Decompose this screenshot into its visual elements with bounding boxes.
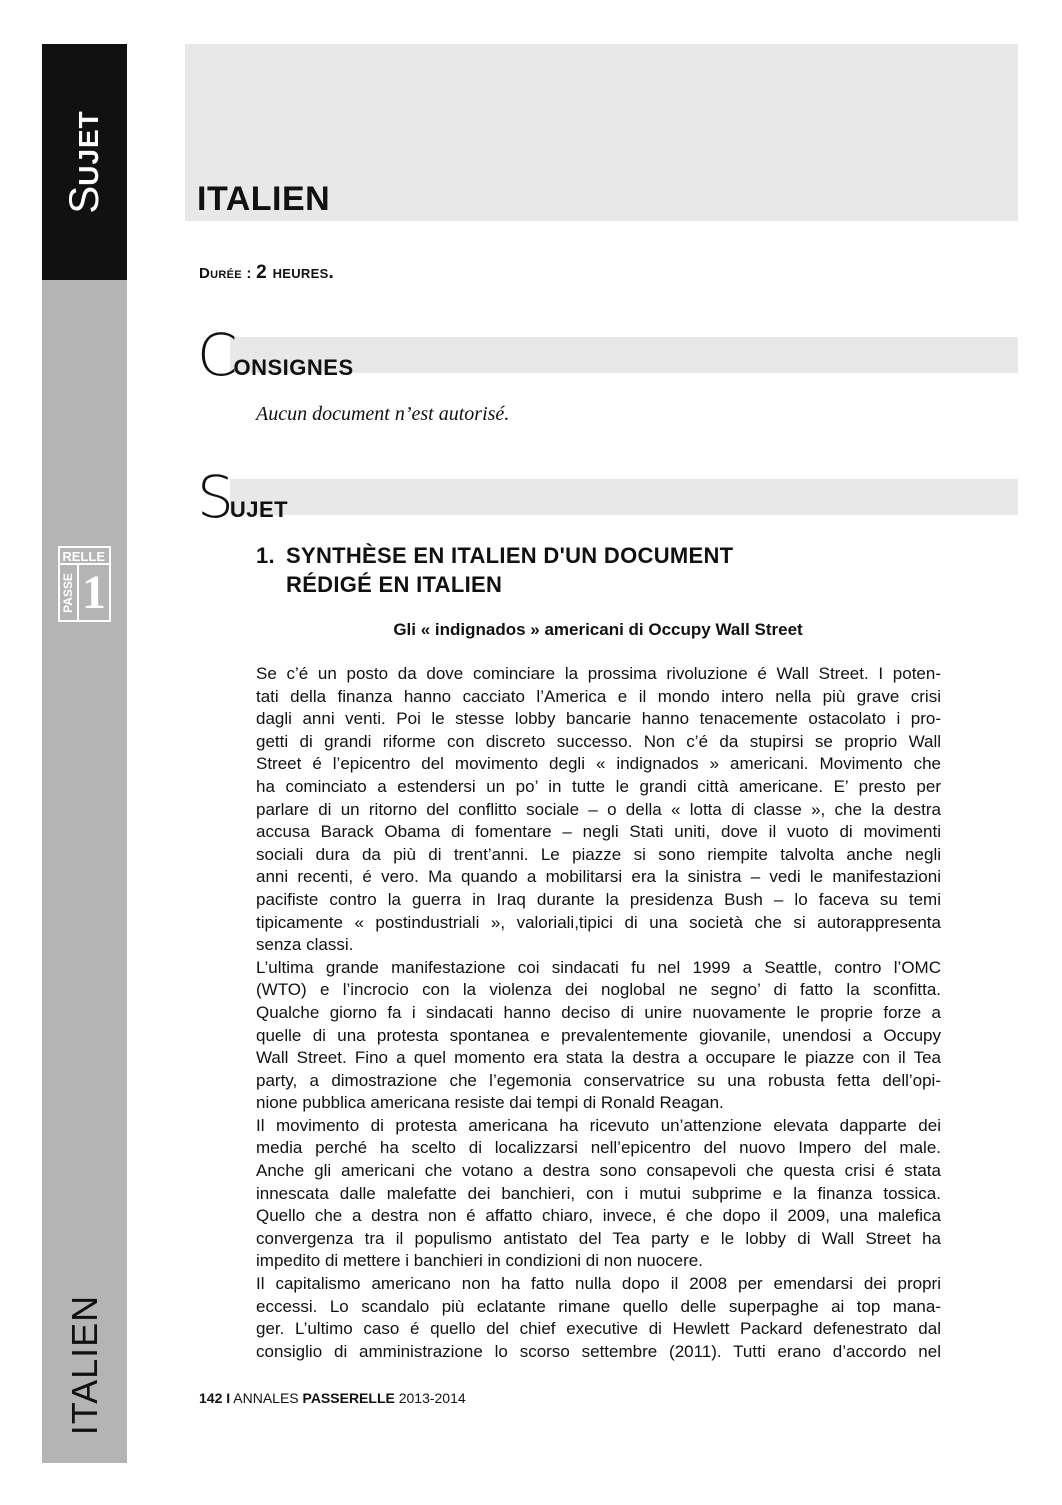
subsection-line-2: RÉDIGÉ EN ITALIEN [286,572,503,597]
passerelle-logo [58,546,111,622]
body-line: quelle di una protesta spontanea e prevalentemente giovanile, unendosi a Occupy [256,1025,941,1045]
body-line: consiglio di amministrazione lo scorso settembre (2011). Tutti erano d’accordo nel [256,1341,941,1361]
body-line: Il capitalismo americano non ha fatto nulla dopo il 2008 per emendarsi dei propri [256,1274,941,1294]
document-title: Gli « indignados » americani di Occupy Wall Street [393,620,803,639]
duration-label: Durée : [199,265,257,282]
logo-number: 1 [82,566,106,619]
body-line: Se c’é un posto da dove cominciare la prossima rivoluzione é Wall Street. I poten- [256,664,941,683]
logo-side-text: PASSE [61,573,75,613]
logo-side [60,565,79,620]
body-line: pacifiste contro la guerra in Iraq durante la presidenza Bush – lo faceva su temi [256,889,941,909]
consignes-heading: CONSIGNES [197,321,354,389]
footer-annales: ANNALES [233,1390,299,1406]
sujet-band [230,479,1018,515]
sujet-heading: SUJET [197,463,289,531]
body-line: Quello che a destra non é affatto chiaro, invece, é che dopo il 2009, una malefica [256,1206,941,1226]
body-line: parlare di un ritorno del conflitto sociale – o della « lotta di classe », che la destra [256,799,941,819]
body-line: accusa Barack Obama di fomentare – negli Stati uniti, dove il vuoto di movimenti [256,822,941,842]
duration-value: 2 heures. [256,262,335,283]
body-line: convergenza tra il populismo antistato del Tea party e le lobby di Wall Street ha [256,1228,941,1248]
sidebar-sujet-label: SUJET [60,110,107,214]
body-line: tati della finanza hanno cacciato l’America e il mondo intero nella più grave crisi [256,686,941,706]
sidebar-bottom-block [42,280,127,1463]
body-line: media perché ha scelto di localizzarsi nell’epicentro del nuovo Impero del male. [256,1138,941,1158]
body-line: ger. L’ultimo caso é quello del chief executive di Hewlett Packard defenestrato dal [256,1319,941,1339]
body-line: Wall Street. Fino a quel momento era stata la destra a occupare le piazze con il Tea [256,1048,941,1068]
body-line: ha cominciato a estendersi un po’ in tutte le grandi città americane. E’ presto per [256,776,941,796]
page-number: 142 [199,1390,223,1406]
body-line: L’ultima grande manifestazione coi sindacati fu nel 1999 a Seattle, contro l’OMC [256,957,941,977]
subsection-line-1: SYNTHÈSE EN ITALIEN D'UN DOCUMENT [286,543,734,568]
body-line: anni recenti, é vero. Ma quando a mobilitarsi era la sinistra – vedi le manifestazioni [256,867,941,887]
body-line: getti di grandi riforme con discreto successo. Non c’é da stupirsi se proprio Wall [256,731,941,751]
body-line: Qualche giorno fa i sindacati hanno deciso di unire nuovamente le proprie forze a [256,1002,941,1022]
body-line: nione pubblica americana resiste dai tempi di Ronald Reagan. [256,1093,724,1113]
sidebar-italien-label: ITALIEN [64,1294,105,1436]
footer-brand: PASSERELLE [302,1390,395,1406]
body-line: Anche gli americani che votano a destra sono consapevoli che questa crisi é stata [256,1161,941,1181]
footer-separator: I [226,1390,231,1406]
consignes-text: Aucun document n’est autorisé. [256,403,510,425]
subsection-number: 1. [256,543,275,568]
body-line: sociali dura da più di trent’anni. Le piazze si sono riempite talvolta anche negli [256,844,941,864]
subsection-title [256,541,896,599]
body-line: (WTO) e l’incrocio con la violenza dei noglobal ne segno’ di fatto la sconfitta. [256,980,941,1000]
body-line: party, a dimostrazione che l’egemonia conservatrice su una robusta fetta dell’opi- [256,1070,941,1090]
body-line: tipicamente « postindustriali », valoriali,tipici di una società che si autorappresenta [256,912,941,932]
body-line: Street é l’epicentro del movimento degli « indignados » americani. Movimento che [256,754,941,774]
body-line: senza classi. [256,935,354,955]
footer-years: 2013-2014 [398,1390,466,1406]
page-title: ITALIEN [197,180,331,218]
body-line: dagli anni venti. Poi le stesse lobby bancarie hanno tenacemente ostacolato i pro- [256,709,941,729]
body-line: innescata dalle malefatte dei banchieri, con i mutui subprime e la finanza tossica. [256,1183,941,1203]
page-footer [199,1390,466,1406]
body-line: eccessi. Lo scandalo più eclatante rimane quello delle superpaghe ai top mana- [256,1296,941,1316]
logo-top-text: RELLE [60,548,109,565]
body-line: impedito di mettere i banchieri in condizioni di non nuocere. [256,1251,703,1271]
article-body [256,663,941,1363]
duration-line [199,262,334,284]
body-line: Il movimento di protesta americana ha ricevuto un’attenzione elevata dapparte dei [256,1115,941,1135]
